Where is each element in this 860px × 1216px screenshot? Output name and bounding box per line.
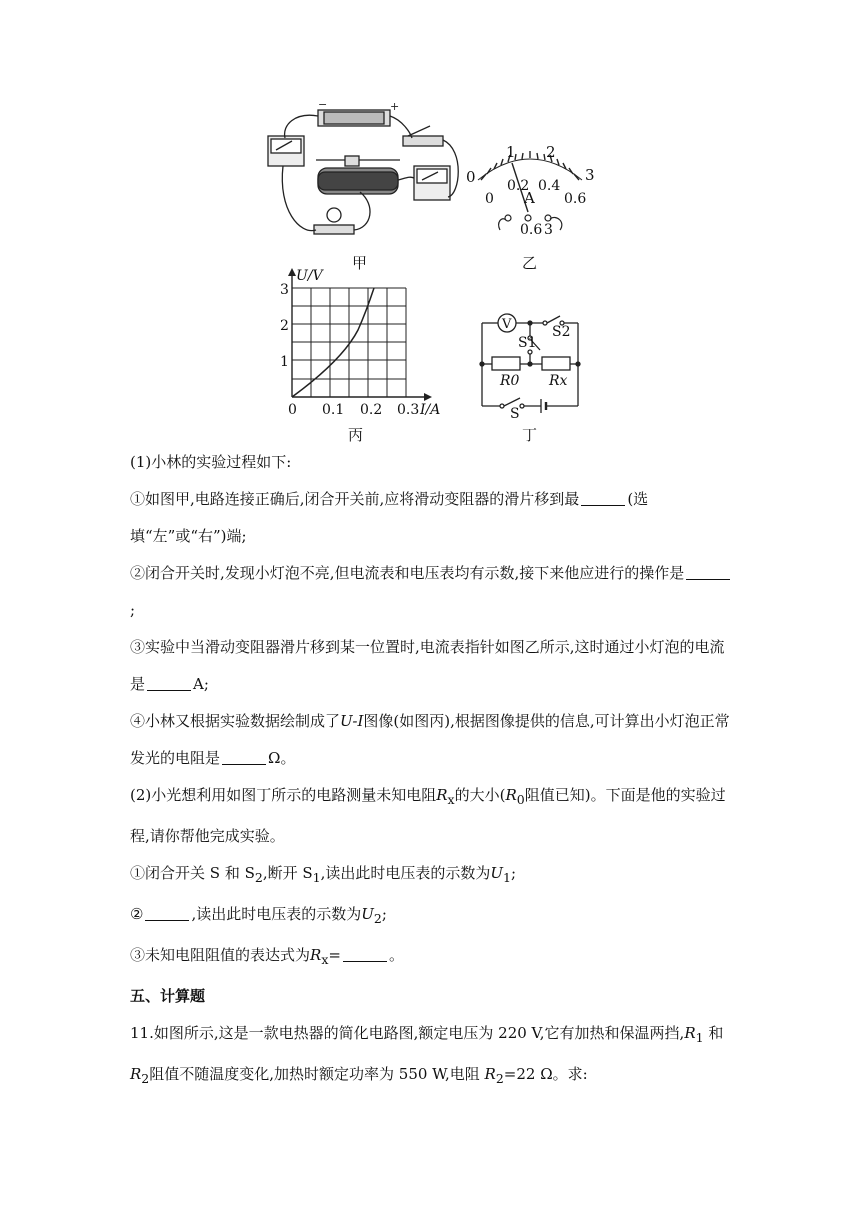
graph-grid bbox=[292, 288, 406, 397]
ding-voltmeter-label: V bbox=[502, 317, 512, 332]
dial-top-0: 0 bbox=[466, 168, 476, 186]
q2-step2 bbox=[130, 896, 734, 937]
figures-area bbox=[0, 0, 860, 450]
caption-ding: 丁 bbox=[522, 426, 538, 444]
ding-s-label: S bbox=[510, 406, 520, 422]
q1-step3-tail: A; bbox=[193, 675, 209, 693]
answer-blank bbox=[222, 748, 266, 765]
q11-text bbox=[130, 1015, 734, 1097]
ding-s2-label: S2 bbox=[552, 324, 571, 340]
q2-step1 bbox=[130, 855, 734, 896]
answer-blank bbox=[343, 945, 387, 962]
ding-r0-label: R0 bbox=[500, 373, 520, 389]
sym-r: R bbox=[310, 946, 322, 964]
dial-bottom-3: 0.6 bbox=[564, 191, 587, 207]
graph-x-tick-0: 0 bbox=[288, 402, 297, 418]
svg-text:+: + bbox=[390, 100, 400, 113]
q2-intro-a: (2)小光想利用如图丁所示的电路测量未知电阻 bbox=[130, 786, 437, 804]
answer-blank bbox=[147, 674, 191, 691]
figure-bing-graph bbox=[288, 268, 432, 401]
q1-step4-mid: 图像(如图丙),根据图像提供的信息,可计算出小灯泡正常发光的电阻是 bbox=[130, 712, 730, 767]
section-title: 五、计算题 bbox=[130, 987, 206, 1005]
sym-r: R bbox=[436, 786, 448, 804]
caption-jia: 甲 bbox=[352, 254, 368, 272]
dial-top-2: 2 bbox=[546, 143, 556, 161]
sym-sub-1: 1 bbox=[312, 870, 321, 885]
figure-jia-apparatus bbox=[268, 98, 458, 234]
dial-top-3: 3 bbox=[585, 166, 595, 184]
graph-x-tick-02: 0.2 bbox=[360, 402, 383, 418]
graph-x-tick-03: 0.3 bbox=[397, 402, 420, 418]
q2-step1-b: ,断开 S bbox=[262, 864, 313, 882]
answer-blank bbox=[581, 489, 625, 506]
q2-intro-b: 的大小( bbox=[454, 786, 506, 804]
dial-bottom-1: 0.2 bbox=[507, 178, 530, 194]
q2-step1-d: ; bbox=[510, 864, 517, 882]
sym-sub-2: 2 bbox=[254, 870, 263, 885]
q2-step3-b: = bbox=[328, 946, 341, 964]
q11-c: 阻值不随温度变化,加热时额定功率为 550 W,电阻 bbox=[149, 1065, 485, 1083]
svg-text:−: − bbox=[318, 98, 328, 111]
q1-step4-tail: Ω。 bbox=[268, 749, 296, 767]
sym-r: R bbox=[130, 1065, 142, 1083]
graph-y-label: U/V bbox=[296, 268, 323, 284]
figures-svg bbox=[0, 0, 860, 450]
dial-terminal-3: 3 bbox=[544, 222, 553, 238]
q1-intro: (1)小林的实验过程如下: bbox=[130, 453, 292, 471]
answer-blank bbox=[686, 563, 730, 580]
sym-sub-0: 0 bbox=[516, 792, 525, 807]
answer-blank bbox=[145, 904, 189, 921]
dial-top-1: 1 bbox=[506, 143, 516, 161]
sym-sub-x: x bbox=[321, 952, 329, 967]
q1-step4-text: ④小林又根据实验数据绘制成了 bbox=[130, 712, 341, 730]
q2-step2-c: ; bbox=[381, 905, 387, 923]
q1-step1-tail: (选填“左”或“右”)端; bbox=[130, 490, 649, 545]
q2-intro-c: 阻值已知)。下面是他的实验过程,请你帮他完成实验。 bbox=[130, 786, 726, 845]
graph-x-tick-01: 0.1 bbox=[322, 402, 345, 418]
q2-step3 bbox=[130, 937, 734, 978]
q1-step2-tail: ; bbox=[130, 601, 136, 619]
caption-bing: 丙 bbox=[348, 426, 364, 444]
sym-u: U bbox=[361, 905, 374, 923]
sym-sub-2: 2 bbox=[373, 911, 382, 926]
graph-x-label: I/A bbox=[420, 402, 441, 418]
q1-step2 bbox=[130, 555, 734, 629]
caption-yi: 乙 bbox=[522, 254, 538, 272]
q1-step1-text: ①如图甲,电路连接正确后,闭合开关前,应将滑动变阻器的滑片移到最 bbox=[130, 490, 580, 508]
q1-step3-text: ③实验中当滑动变阻器滑片移到某一位置时,电流表指针如图乙所示,这时通过小灯泡的电流是 bbox=[130, 638, 725, 693]
q1-step2-text: ②闭合开关时,发现小灯泡不亮,但电流表和电压表均有示数,接下来他应进行的操作是 bbox=[130, 564, 685, 582]
dial-bottom-2: 0.4 bbox=[538, 178, 561, 194]
graph-y-tick-1: 1 bbox=[280, 354, 289, 370]
q11-b: 和 bbox=[703, 1024, 724, 1042]
graph-y-tick-3: 3 bbox=[280, 282, 289, 298]
sym-sub-x: x bbox=[447, 792, 455, 807]
sym-sub-2: 2 bbox=[495, 1071, 504, 1086]
q2-step1-a: ①闭合开关 S 和 S bbox=[130, 864, 255, 882]
q2-intro bbox=[130, 777, 734, 855]
dial-ticks bbox=[481, 151, 579, 180]
sym-u: U bbox=[490, 864, 504, 882]
q2-step2-b: ,读出此时电压表的示数为 bbox=[191, 905, 362, 923]
q2-step3-c: 。 bbox=[388, 946, 404, 964]
sym-sub-1: 1 bbox=[503, 870, 511, 885]
ding-s1-label: S1 bbox=[518, 335, 537, 351]
sym-sub-2: 2 bbox=[141, 1071, 150, 1086]
q11-a: 11.如图所示,这是一款电热器的简化电路图,额定电压为 220 V,它有加热和保温两挡, bbox=[130, 1024, 685, 1042]
sym-r: R bbox=[684, 1024, 696, 1042]
q1-step4-ui: U-I bbox=[340, 712, 364, 730]
q1-step1 bbox=[130, 481, 734, 555]
q11-d: =22 Ω。求: bbox=[503, 1065, 588, 1083]
question-text bbox=[130, 444, 734, 1097]
graph-y-tick-2: 2 bbox=[280, 318, 289, 334]
sym-r: R bbox=[505, 786, 517, 804]
q2-step2-a: ② bbox=[130, 905, 144, 923]
q1-step3 bbox=[130, 629, 734, 703]
dial-bottom-0: 0 bbox=[485, 191, 494, 207]
ding-rx-label: Rx bbox=[549, 373, 568, 389]
dial-terminal-06: 0.6 bbox=[520, 222, 543, 238]
q1-step4 bbox=[130, 703, 734, 777]
sym-sub-1: 1 bbox=[695, 1030, 704, 1045]
q2-step1-c: ,读出此时电压表的示数为 bbox=[320, 864, 491, 882]
q2-step3-a: ③未知电阻阻值的表达式为 bbox=[130, 946, 311, 964]
dial-unit: A bbox=[524, 189, 535, 207]
sym-r: R bbox=[484, 1065, 496, 1083]
